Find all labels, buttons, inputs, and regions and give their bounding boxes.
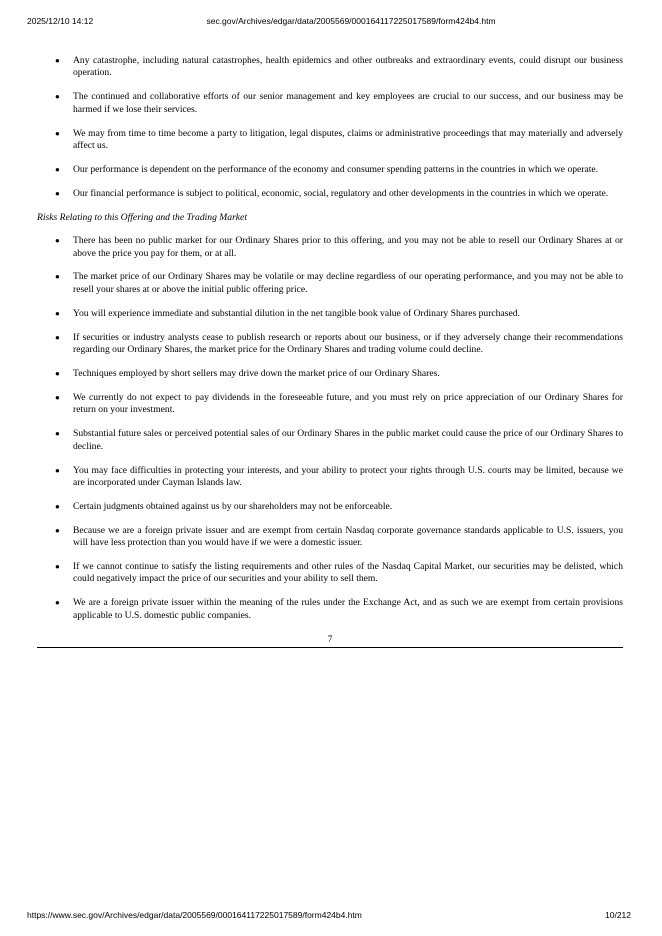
risk-bullet-text: Because we are a foreign private issuer and are exempt from certain Nasdaq corporate governance standards applicable to U.S. issuers, you will have less protection than you would have if we were a domestic issuer. [73, 524, 623, 549]
bullet-dot-icon: ● [55, 465, 60, 475]
section-heading-offering-risks: Risks Relating to this Offering and the Trading Market [37, 211, 247, 223]
risk-bullet-item [37, 465, 623, 490]
print-header [27, 15, 635, 29]
risk-bullet-item [37, 597, 623, 622]
bullet-dot-icon: ● [55, 501, 60, 511]
risk-bullet-item [37, 501, 623, 513]
risk-bullet-item [37, 561, 623, 586]
risk-bullet-text: Certain judgments obtained against us by our shareholders may not be enforceable. [73, 500, 393, 512]
risk-bullet-text: If we cannot continue to satisfy the listing requirements and other rules of the Nasdaq Capital Market, our securities may be delisted, which could negatively impact the price of our securities and your ability to sell them. [73, 561, 623, 585]
risk-bullet-text: We may from time to time become a party to litigation, legal disputes, claims or administrative proceedings that may materially and adversely affect us. [73, 127, 623, 152]
bullet-dot-icon: ● [55, 562, 60, 572]
risk-bullet-item [37, 368, 623, 380]
risk-bullet-item [37, 428, 623, 453]
risk-bullet-item [37, 164, 623, 176]
risk-bullet-text: Our financial performance is subject to political, economic, social, regulatory and other developments in the countries in which we operate. [73, 187, 609, 199]
risk-bullet-item [37, 525, 623, 550]
risk-bullet-item [37, 188, 623, 200]
risk-bullet-item [37, 308, 623, 320]
risk-bullet-item [37, 91, 623, 116]
risk-bullet-text: Techniques employed by short sellers may drive down the market price of our Ordinary Shares. [73, 368, 440, 379]
bullet-dot-icon: ● [55, 92, 60, 102]
risk-bullet-text: We are a foreign private issuer within the meaning of the rules under the Exchange Act, and as such we are exempt from certain provisions applicable to U.S. domestic public companies. [73, 597, 623, 621]
risk-bullet-text: You will experience immediate and substantial dilution in the net tangible book value of Ordinary Shares purchased. [73, 307, 520, 319]
document-body [37, 55, 623, 648]
risk-bullet-text: Our performance is dependent on the performance of the economy and consumer spending patterns in the countries in which we operate. [73, 163, 599, 175]
risk-bullet-text: The market price of our Ordinary Shares may be volatile or may decline regardless of our operating performance, and you may not be able to resell your shares at or above the initial public offering price. [73, 271, 623, 295]
bullet-dot-icon: ● [55, 308, 60, 318]
print-page-indicator: 10/212 [605, 910, 631, 920]
print-footer [27, 909, 635, 923]
bullet-dot-icon: ● [55, 128, 60, 138]
general-risks-list [37, 55, 623, 200]
bullet-dot-icon: ● [55, 369, 60, 378]
risk-bullet-item [37, 271, 623, 296]
page-bottom-divider [37, 647, 623, 648]
risk-bullet-text: If securities or industry analysts cease to publish research or reports about our business, or if they adversely change their recommendations regarding our Ordinary Shares, the market price for the Ordinary Shares and trading volume could decline. [73, 331, 623, 356]
risk-bullet-item [37, 128, 623, 153]
bullet-dot-icon: ● [55, 332, 60, 342]
print-page-title: sec.gov/Archives/edgar/data/2005569/000164117225017589/form424b4.htm [206, 16, 496, 26]
bullet-dot-icon: ● [55, 188, 60, 198]
page-number: 7 [327, 633, 333, 645]
risk-bullet-item [37, 332, 623, 357]
bullet-dot-icon: ● [55, 272, 60, 282]
risk-bullet-item [37, 392, 623, 417]
bullet-dot-icon: ● [55, 429, 60, 439]
risk-bullet-text: You may face difficulties in protecting your interests, and your ability to protect your rights through U.S. courts may be limited, because we are incorporated under Cayman Islands law. [73, 464, 623, 488]
print-url: https://www.sec.gov/Archives/edgar/data/2005569/000164117225017589/form424b4.htm [27, 910, 362, 920]
bullet-dot-icon: ● [55, 164, 60, 174]
risk-bullet-text: The continued and collaborative efforts of our senior management and key employees are crucial to our success, and our business may be harmed if we lose their services. [73, 91, 623, 115]
risk-bullet-text: Substantial future sales or perceived potential sales of our Ordinary Shares in the public market could cause the price of our Ordinary Shares to decline. [73, 428, 623, 452]
offering-risks-list [37, 235, 623, 622]
bullet-dot-icon: ● [55, 525, 60, 535]
risk-bullet-text: We currently do not expect to pay dividends in the foreseeable future, and you must rely on price appreciation of our Ordinary Shares for return on your investment. [73, 391, 623, 416]
bullet-dot-icon: ● [55, 392, 60, 402]
bullet-dot-icon: ● [55, 56, 60, 65]
print-datetime: 2025/12/10 14:12 [27, 16, 94, 26]
risk-bullet-item [37, 235, 623, 260]
bullet-dot-icon: ● [55, 598, 60, 608]
risk-bullet-text: Any catastrophe, including natural catastrophes, health epidemics and other outbreaks and extraordinary events, could disrupt our business operation. [73, 55, 623, 79]
risk-bullet-text: There has been no public market for our Ordinary Shares prior to this offering, and you may not be able to resell our Ordinary Shares at or above the price you pay for them, or at all. [73, 235, 623, 259]
bullet-dot-icon: ● [55, 236, 60, 246]
risk-bullet-item [37, 55, 623, 80]
